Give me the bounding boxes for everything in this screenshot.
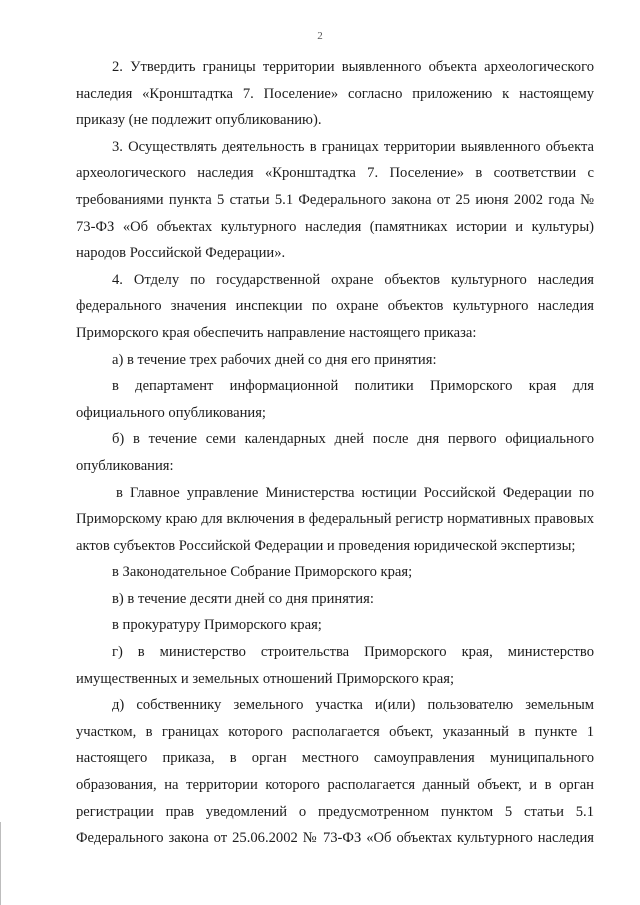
paragraph-ministry-of-justice: в Главное управление Министерства юстиции Российской Федерации по Приморскому краю для включения в федеральный регистр нормативных правовых актов субъектов Российской Федерации и проведения юридической экспертизы; [76,484,594,554]
paragraph-approve-boundaries: 2. Утвердить границы территории выявленного объекта археологического наследия «Кронштадтка 7. Поселение» согласно приложению к настоящему приказу (не подлежит опубликованию). [76,59,594,129]
paragraph-item-d: д) собственнику земельного участка и(или) пользователю земельным участком, в границах которого располагается объект, указанный в пункте 1 настоящего приказа, в орган местного самоуправления муниципального образования, на территории которого располагается данный объект, и в орган регистрации прав уведомлений о предусмотренном пунктом 5 статьи 5.1 Федерального закона от 25.06.2002 № 73-ФЗ «Об объектах культурного наследия [76,697,594,847]
paragraph-legislative-assembly: в Законодательное Собрание Приморского края; [112,564,413,581]
paragraph-information-policy-department: в департамент информационной политики Приморского края для официального опубликования; [76,378,594,421]
document-body [76,54,594,852]
paragraph-item-v: в) в течение десяти дней со дня принятия: [112,590,374,607]
paragraph-item-b: б) в течение семи календарных дней после дня первого официального опубликования: [76,431,594,474]
scan-edge-line [0,822,1,905]
paragraph-department-instruction: 4. Отделу по государственной охране объектов культурного наследия федерального значения инспекции по охране объектов культурного наследия Приморского края обеспечить направление настоящего приказа: [76,271,594,341]
paragraph-activity-within-boundaries: 3. Осуществлять деятельность в границах территории выявленного объекта археологического наследия «Кронштадтка 7. Поселение» в соответствии с требованиями пункта 5 статьи 5.1 Федерального закона от 25 июня 2002 года № 73-ФЗ «Об объектах культурного наследия (памятниках истории и культуры) народов Российской Федерации». [76,138,594,262]
paragraph-prosecutor-office: в прокуратуру Приморского края; [112,617,322,634]
paragraph-item-g: г) в министерство строительства Приморского края, министерство имущественных и земельных отношений Приморского края; [76,644,594,687]
page-number: 2 [317,30,323,42]
paragraph-item-a: а) в течение трех рабочих дней со дня его принятия: [112,351,437,368]
